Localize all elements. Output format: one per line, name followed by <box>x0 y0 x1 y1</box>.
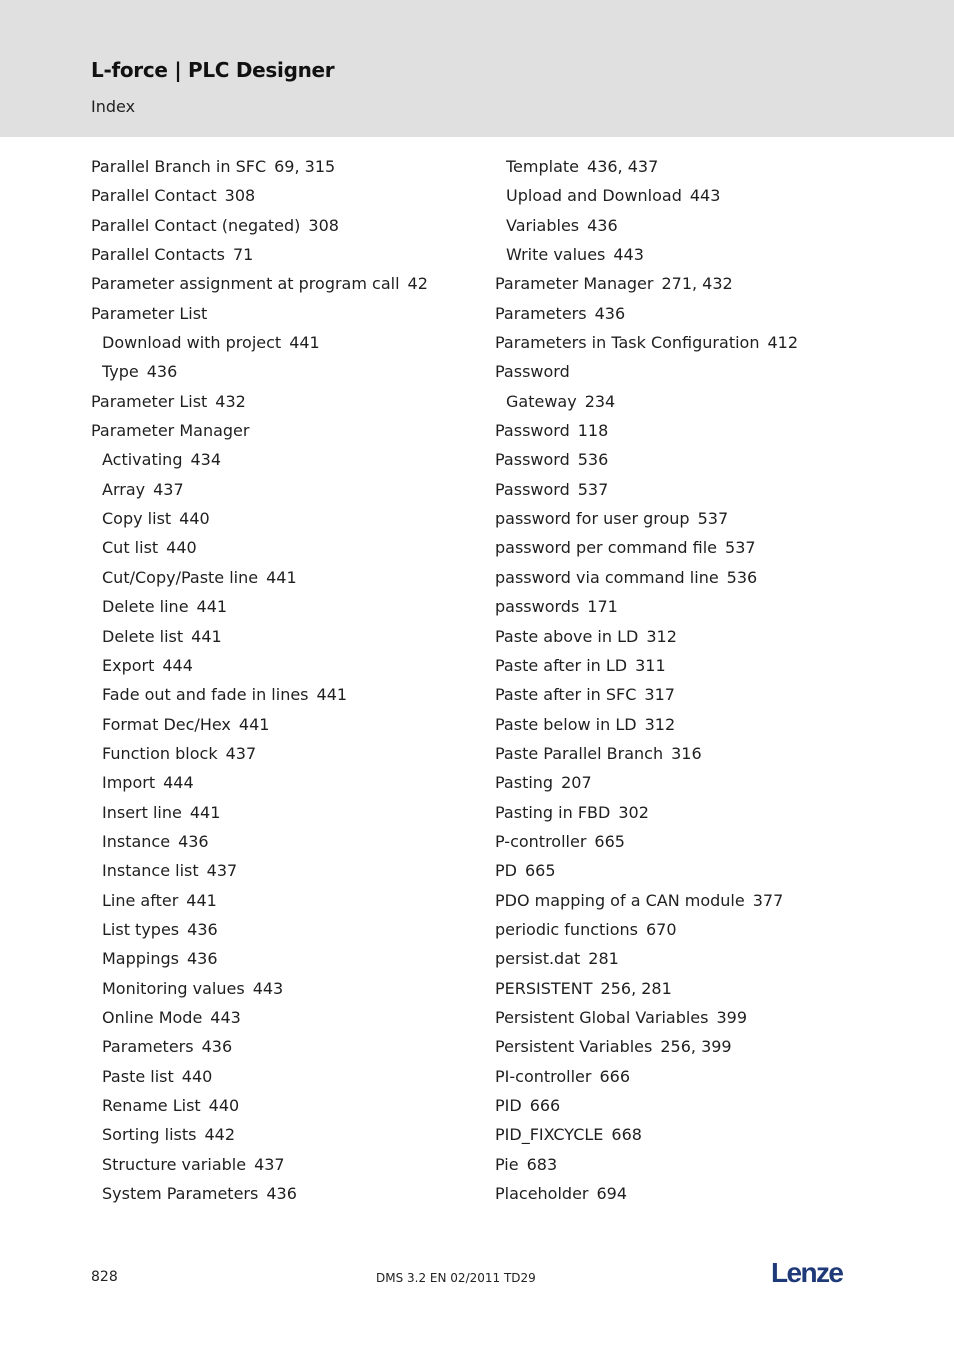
index-term: Parameters in Task Configuration <box>495 333 760 353</box>
index-page-ref[interactable]: 377 <box>752 890 784 910</box>
index-term: Array <box>102 479 146 499</box>
index-subentry <box>495 152 798 181</box>
index-page-ref[interactable]: 444 <box>162 655 193 675</box>
index-term: Parameter Manager <box>91 421 250 441</box>
index-term: Pasting <box>495 773 554 793</box>
index-entry <box>495 827 798 856</box>
index-entry <box>495 299 798 328</box>
index-page-ref[interactable]: 441 <box>186 890 217 910</box>
index-term: Rename List <box>102 1096 201 1115</box>
index-subentry <box>91 680 428 709</box>
index-entry <box>495 1062 798 1091</box>
index-entry <box>495 1032 798 1061</box>
index-entry <box>495 1179 798 1208</box>
index-page-ref[interactable]: 312 <box>646 626 677 646</box>
index-entry <box>495 1150 798 1179</box>
index-page-ref[interactable]: 670 <box>646 919 677 939</box>
index-term: Paste after in LD <box>495 655 628 675</box>
index-subentry <box>91 1150 428 1179</box>
index-term: Parameter assignment at program call <box>91 274 400 294</box>
index-page-ref[interactable]: 666 <box>529 1096 561 1115</box>
index-page-ref[interactable]: 441 <box>289 333 320 353</box>
index-entry <box>495 269 798 298</box>
index-term: Variables <box>506 215 580 235</box>
index-subentry <box>91 1062 428 1091</box>
index-term: Password <box>495 421 570 441</box>
index-page-ref[interactable]: 311 <box>635 655 666 675</box>
index-term: Activating <box>102 450 183 470</box>
index-page-ref[interactable]: 308 <box>224 186 256 206</box>
index-entry <box>495 1120 798 1149</box>
index-term: PID <box>495 1096 522 1115</box>
document-info: DMS 3.2 EN 02/2011 TD29 <box>376 1271 536 1285</box>
index-term: Parallel Branch in SFC <box>91 157 267 176</box>
index-entry <box>495 680 798 709</box>
index-subentry <box>91 651 428 680</box>
index-term: Parameter List <box>91 303 208 323</box>
index-term: Paste below in LD <box>495 714 637 734</box>
index-term: List types <box>102 919 180 939</box>
index-subentry <box>91 445 428 474</box>
index-term: Persistent Variables <box>495 1037 653 1057</box>
index-term: password per command file <box>495 538 718 558</box>
index-term: Upload and Download <box>506 186 682 206</box>
index-entry <box>495 475 798 504</box>
index-page-ref[interactable]: 442 <box>204 1125 236 1145</box>
index-page-ref[interactable]: 412 <box>767 333 799 353</box>
index-term: Delete list <box>102 626 184 646</box>
index-subentry <box>91 768 428 797</box>
index-page-ref[interactable]: 443 <box>210 1007 241 1027</box>
index-page-ref[interactable]: 434 <box>190 450 222 470</box>
index-entry <box>495 1003 798 1032</box>
index-subentry <box>91 739 428 768</box>
index-term: Pie <box>495 1154 519 1174</box>
index-subentry <box>495 211 798 240</box>
index-term: Export <box>102 655 155 675</box>
index-subentry <box>91 1179 428 1208</box>
index-term: Password <box>495 450 570 470</box>
index-subentry <box>91 1003 428 1032</box>
index-term: Cut/Copy/Paste line <box>102 567 259 587</box>
index-page-ref[interactable]: 271, 432 <box>661 274 733 294</box>
index-page-ref[interactable]: 436 <box>201 1037 233 1057</box>
index-subentry <box>91 710 428 739</box>
index-term: Monitoring values <box>102 978 245 998</box>
index-page-ref[interactable]: 399 <box>716 1007 748 1027</box>
index-subentry <box>91 533 428 562</box>
index-term: Template <box>506 157 580 176</box>
index-term: Cut list <box>102 538 159 558</box>
index-term: Instance list <box>102 861 199 881</box>
index-subentry <box>91 856 428 885</box>
index-page-ref[interactable]: 281 <box>588 949 619 969</box>
index-term: Insert line <box>102 802 182 822</box>
index-page-ref[interactable]: 537 <box>725 538 756 558</box>
index-page-ref[interactable]: 537 <box>577 479 609 499</box>
section-label: Index <box>91 97 136 116</box>
index-term: Paste after in SFC <box>495 685 637 705</box>
index-term: password via command line <box>495 567 719 587</box>
index-term: Parallel Contact <box>91 186 217 206</box>
index-subentry <box>495 240 798 269</box>
index-page-ref[interactable]: 437 <box>254 1154 285 1174</box>
index-page-ref[interactable]: 436 <box>178 831 209 851</box>
index-term: Parallel Contact (negated) <box>91 215 301 235</box>
index-term: Paste above in LD <box>495 626 639 646</box>
index-entry <box>495 710 798 739</box>
index-column-left <box>91 152 428 1208</box>
index-subentry <box>495 387 798 416</box>
index-term: Pasting in FBD <box>495 802 611 822</box>
index-subentry <box>91 622 428 651</box>
index-page-ref[interactable]: 441 <box>196 597 228 617</box>
index-term: Mappings <box>102 949 179 969</box>
index-entry <box>495 1091 798 1120</box>
index-subentry <box>91 974 428 1003</box>
index-term: PD <box>495 861 517 881</box>
index-subentry <box>91 504 428 533</box>
index-term: Persistent Global Variables <box>495 1007 709 1027</box>
index-page-ref[interactable]: 665 <box>524 861 556 881</box>
index-entry <box>495 974 798 1003</box>
index-term: Gateway <box>506 391 577 411</box>
index-page-ref[interactable]: 256, 281 <box>600 978 672 998</box>
index-entry <box>91 269 428 298</box>
index-entry <box>91 387 428 416</box>
index-page-ref[interactable]: 668 <box>611 1125 642 1145</box>
index-term: Parameters <box>102 1037 194 1057</box>
index-entry <box>91 416 428 445</box>
index-subentry <box>91 1120 428 1149</box>
index-entry <box>495 856 798 885</box>
index-page-ref[interactable]: 443 <box>613 245 644 265</box>
index-term: Format Dec/Hex <box>102 714 231 734</box>
index-entry <box>91 181 428 210</box>
index-entry <box>495 445 798 474</box>
index-subentry <box>91 915 428 944</box>
index-page-ref[interactable]: 536 <box>726 567 758 587</box>
index-entry <box>495 944 798 973</box>
index-page-ref[interactable]: 440 <box>181 1066 213 1086</box>
index-term: Download with project <box>102 333 282 353</box>
index-page-ref[interactable]: 666 <box>599 1066 631 1086</box>
index-page-ref[interactable]: 308 <box>308 215 339 235</box>
index-subentry <box>91 798 428 827</box>
index-subentry <box>91 357 428 386</box>
index-entry <box>495 563 798 592</box>
index-term: Password <box>495 479 570 499</box>
index-page-ref[interactable]: 441 <box>191 626 222 646</box>
index-subentry <box>91 1032 428 1061</box>
index-page-ref[interactable]: 683 <box>526 1154 558 1174</box>
index-term: PID_FIXCYCLE <box>495 1125 604 1145</box>
index-page-ref[interactable]: 436 <box>146 362 178 382</box>
index-page-ref[interactable]: 436 <box>594 303 626 323</box>
index-subentry <box>91 1091 428 1120</box>
index-entry <box>495 504 798 533</box>
index-term: periodic functions <box>495 919 638 939</box>
index-entry <box>495 886 798 915</box>
index-page-ref[interactable]: 444 <box>163 773 194 793</box>
index-page-ref[interactable]: 302 <box>618 802 649 822</box>
page-number: 828 <box>91 1269 118 1285</box>
index-entry <box>495 328 798 357</box>
index-term: PERSISTENT <box>495 978 593 998</box>
index-page-ref[interactable]: 312 <box>644 714 676 734</box>
index-page-ref[interactable]: 42 <box>407 274 428 294</box>
index-page-ref[interactable]: 665 <box>594 831 625 851</box>
index-term: Paste list <box>102 1066 174 1086</box>
index-subentry <box>495 181 798 210</box>
index-entry <box>495 622 798 651</box>
index-subentry <box>91 475 428 504</box>
index-page-ref[interactable]: 443 <box>252 978 284 998</box>
index-term: password for user group <box>495 509 690 529</box>
index-page-ref[interactable]: 432 <box>215 391 246 411</box>
index-term: Parallel Contacts <box>91 245 225 265</box>
index-page-ref[interactable]: 536 <box>577 450 609 470</box>
index-term: Delete line <box>102 597 189 617</box>
index-term: Parameters <box>495 303 587 323</box>
index-term: Line after <box>102 890 179 910</box>
index-term: Parameter Manager <box>495 274 654 294</box>
index-entry <box>91 211 428 240</box>
index-term: PI-controller <box>495 1066 592 1086</box>
index-entry <box>91 240 428 269</box>
index-subentry <box>91 944 428 973</box>
index-subentry <box>91 592 428 621</box>
index-page-ref[interactable]: 440 <box>166 538 197 558</box>
index-page-ref[interactable]: 437 <box>206 861 238 881</box>
index-page-ref[interactable]: 437 <box>225 743 257 763</box>
index-page-ref[interactable]: 69, 315 <box>274 157 336 176</box>
index-entry <box>91 152 428 181</box>
index-term: P-controller <box>495 831 587 851</box>
index-term: Online Mode <box>102 1007 203 1027</box>
index-page-ref[interactable]: 171 <box>587 597 618 617</box>
index-page-ref[interactable]: 441 <box>316 685 348 705</box>
index-entry <box>495 357 798 386</box>
index-term: Placeholder <box>495 1184 589 1204</box>
index-page-ref[interactable]: 436 <box>587 215 618 235</box>
index-entry <box>495 915 798 944</box>
index-column-right <box>495 152 798 1208</box>
index-entry <box>495 768 798 797</box>
index-entry <box>495 651 798 680</box>
index-page-ref[interactable]: 234 <box>584 391 616 411</box>
index-page-ref[interactable]: 436 <box>187 949 218 969</box>
index-subentry <box>91 886 428 915</box>
index-term: Copy list <box>102 509 172 529</box>
index-page-ref[interactable]: 694 <box>596 1184 628 1204</box>
index-term: Paste Parallel Branch <box>495 743 664 763</box>
index-term: Type <box>102 362 139 382</box>
index-entry <box>495 592 798 621</box>
index-page-ref[interactable]: 443 <box>689 186 721 206</box>
index-entry <box>91 299 428 328</box>
index-term: Fade out and fade in lines <box>102 685 309 705</box>
index-term: Write values <box>506 245 606 265</box>
index-subentry <box>91 328 428 357</box>
index-term: Structure variable <box>102 1154 247 1174</box>
lenze-logo: Lenze <box>771 1257 843 1288</box>
index-term: Parameter List <box>91 391 208 411</box>
index-subentry <box>91 827 428 856</box>
index-page-ref[interactable]: 441 <box>189 802 221 822</box>
index-page-ref[interactable]: 436, 437 <box>587 157 659 176</box>
index-term: System Parameters <box>102 1184 259 1204</box>
index-page-ref[interactable]: 537 <box>697 509 729 529</box>
index-term: PDO mapping of a CAN module <box>495 890 745 910</box>
index-entry <box>495 533 798 562</box>
index-page-ref[interactable]: 71 <box>232 245 254 265</box>
index-page-ref[interactable]: 316 <box>671 743 702 763</box>
index-page-ref[interactable]: 118 <box>577 421 609 441</box>
index-term: Function block <box>102 743 218 763</box>
index-page-ref[interactable]: 440 <box>208 1096 240 1115</box>
index-term: persist.dat <box>495 949 581 969</box>
index-entry <box>495 798 798 827</box>
index-page-ref[interactable]: 441 <box>238 714 270 734</box>
index-term: Sorting lists <box>102 1125 197 1145</box>
index-page-ref[interactable]: 207 <box>561 773 592 793</box>
index-term: Instance <box>102 831 171 851</box>
index-subentry <box>91 563 428 592</box>
index-page-ref[interactable]: 441 <box>266 567 297 587</box>
index-page-ref[interactable]: 436 <box>187 919 218 939</box>
document-title: L-force | PLC Designer <box>91 58 335 82</box>
index-entry <box>495 739 798 768</box>
index-term: Import <box>102 773 156 793</box>
index-page-ref[interactable]: 436 <box>266 1184 297 1204</box>
index-page-ref[interactable]: 437 <box>153 479 184 499</box>
index-page-ref[interactable]: 317 <box>644 685 675 705</box>
index-term: passwords <box>495 597 580 617</box>
index-term: Password <box>495 362 570 382</box>
index-page-ref[interactable]: 256, 399 <box>660 1037 732 1057</box>
index-page-ref[interactable]: 440 <box>179 509 210 529</box>
index-entry <box>495 416 798 445</box>
